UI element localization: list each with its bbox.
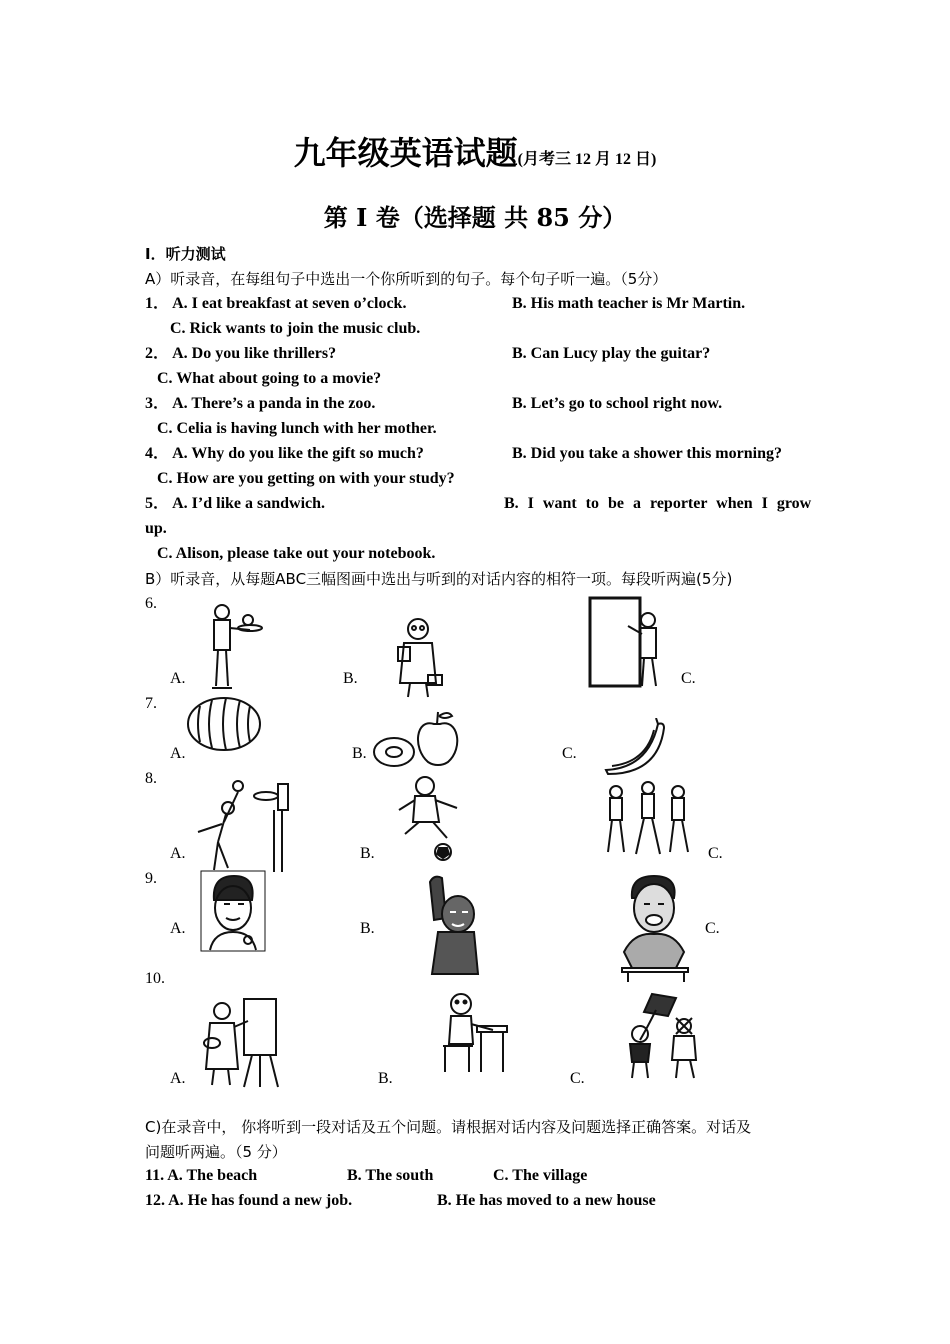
q3-option-c: C. Celia is having lunch with her mother. — [157, 420, 437, 437]
q9-label-a: A. — [170, 920, 186, 937]
q9-label-c: C. — [705, 920, 720, 937]
q6-label-c: C. — [681, 670, 696, 687]
part-heading: I．听力测试 — [145, 245, 226, 263]
man-portrait-picture — [200, 870, 266, 952]
q6-number: 6. — [145, 595, 157, 612]
q1-option-c: C. Rick wants to join the music club. — [170, 320, 421, 337]
q9-number: 9. — [145, 870, 157, 887]
q8-label-a: A. — [170, 845, 186, 862]
section-c-instruction-line1: C)在录音中， 你将听到一段对话及五个问题。请根据对话内容及问题选择正确答案。对话及 — [145, 1118, 752, 1136]
q11-option-a: 11. A. The beach — [145, 1167, 258, 1184]
basketball-picture — [188, 778, 298, 874]
section-title: 第 I 卷（选择题 共 85 分） — [323, 203, 627, 232]
q5-option-a: 5． A. I’d like a sandwich. — [145, 495, 326, 512]
q2-option-c: C. What about going to a movie? — [157, 370, 382, 387]
q11-option-c: C. The village — [493, 1167, 588, 1184]
exam-title-note: (月考三 12 月 12 日) — [517, 151, 657, 168]
q7-label-b: B. — [352, 745, 367, 762]
banana-picture — [602, 718, 666, 776]
exam-title-main: 九年级英语试题 — [293, 134, 518, 172]
q1-option-b: B. His math teacher is Mr Martin. — [512, 295, 746, 312]
q2-option-b: B. Can Lucy play the guitar? — [512, 345, 711, 362]
q4-option-a: 4． A. Why do you like the gift so much? — [145, 445, 424, 462]
section-b-instruction: B）听录音，从每题ABC三幅图画中选出与听到的对话内容的相符一项。每段听两遍(5分) — [145, 570, 733, 588]
q8-label-c: C. — [708, 845, 723, 862]
q7-label-a: A. — [170, 745, 186, 762]
doctor-picture — [390, 615, 450, 700]
q3-option-b: B. Let’s go to school right now. — [512, 395, 723, 412]
q6-label-b: B. — [343, 670, 358, 687]
q9-label-b: B. — [360, 920, 375, 937]
q1-option-a: 1． A. I eat breakfast at seven o’clock. — [145, 295, 407, 312]
teacher-blackboard-picture — [588, 596, 668, 692]
athlete-caricature-picture — [614, 872, 694, 984]
section-a-instruction: A）听录音，在每组句子中选出一个你所听到的句子。每个句子听一遍。（5分） — [145, 270, 668, 288]
q3-option-a: 3． A. There’s a panda in the zoo. — [145, 395, 376, 412]
q12-option-a: 12. A. He has found a new job. — [145, 1192, 353, 1209]
soccer-picture — [395, 772, 470, 862]
q7-label-c: C. — [562, 745, 577, 762]
q11-option-b: B. The south — [347, 1167, 434, 1184]
q10-number: 10. — [145, 970, 165, 987]
q5-option-b: B. I want to be a reporter when I grow — [504, 495, 812, 512]
q8-number: 8. — [145, 770, 157, 787]
section-c-instruction-line2: 问题听两遍。（5 分） — [145, 1143, 287, 1161]
painter-picture — [200, 993, 286, 1089]
q2-option-a: 2． A. Do you like thrillers? — [145, 345, 337, 362]
q10-label-a: A. — [170, 1070, 186, 1087]
q4-option-c: C. How are you getting on with your study? — [157, 470, 455, 487]
runners-picture — [602, 778, 692, 858]
q4-option-b: B. Did you take a shower this morning? — [512, 445, 782, 462]
q10-label-b: B. — [378, 1070, 393, 1087]
q5-option-c: C. Alison, please take out your notebook. — [157, 545, 436, 562]
q7-number: 7. — [145, 695, 157, 712]
apple-picture — [372, 708, 467, 774]
basketball-player-picture — [424, 872, 480, 976]
q10-label-c: C. — [570, 1070, 585, 1087]
exam-title — [0, 128, 950, 174]
student-desk-picture — [437, 990, 512, 1075]
kite-children-picture — [616, 990, 710, 1080]
q6-label-a: A. — [170, 670, 186, 687]
q5-option-b-continued: up. — [145, 520, 167, 537]
waiter-picture — [200, 600, 265, 692]
q8-label-b: B. — [360, 845, 375, 862]
watermelon-picture — [186, 696, 264, 754]
q12-option-b: B. He has moved to a new house — [437, 1192, 656, 1209]
